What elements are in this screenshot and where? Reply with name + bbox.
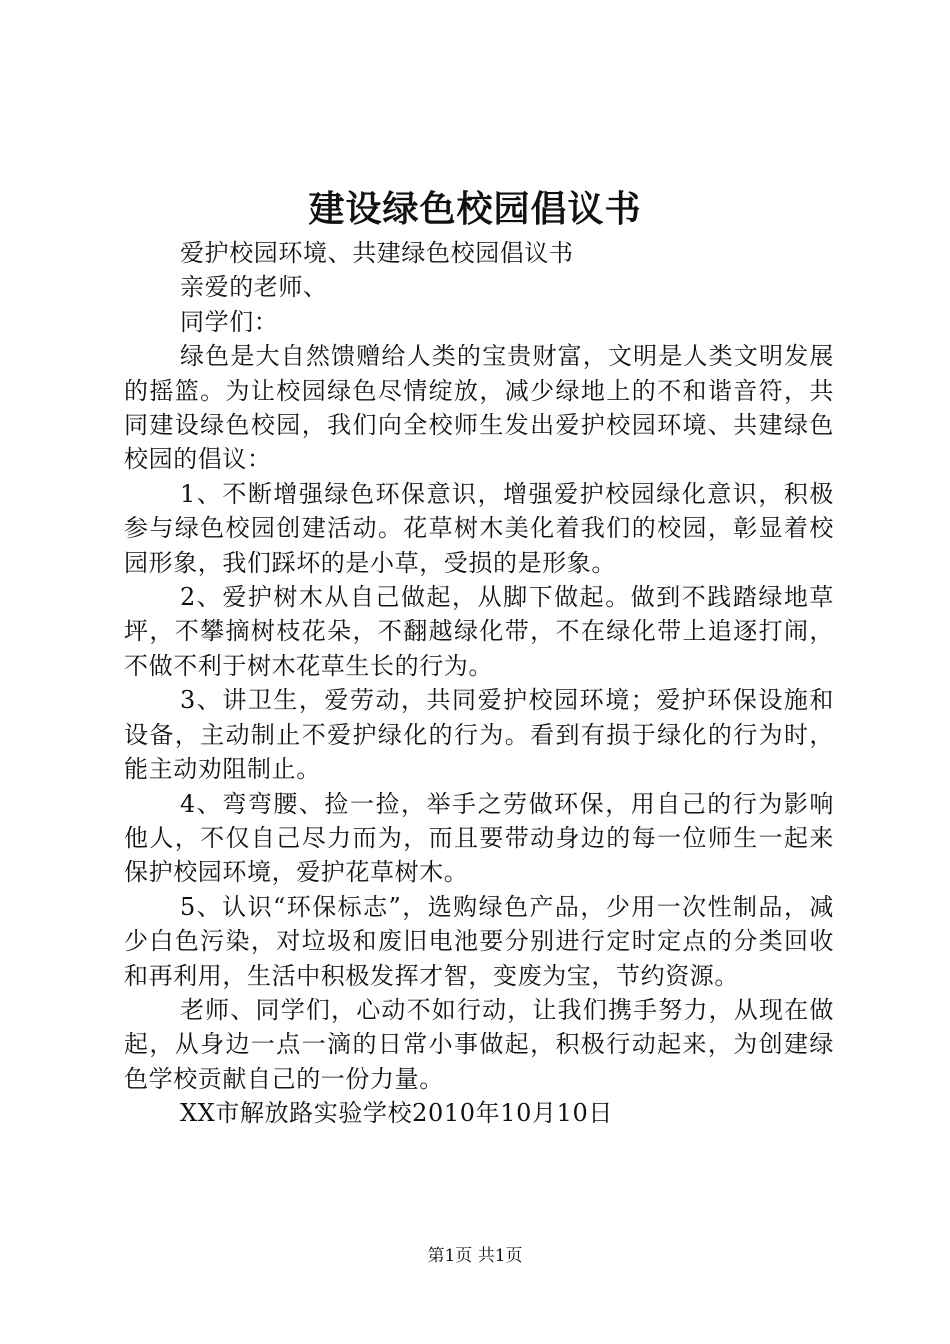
signature-line: XX市解放路实验学校2010年10月10日 — [180, 1099, 613, 1128]
closing-paragraph: 老师、同学们，心动不如行动，让我们携手努力，从现在做起，从身边一点一滴的日常小事做起，积极行动起来，为创建绿色学校贡献自己的一份力量。 — [124, 995, 834, 1093]
greeting-line-1: 亲爱的老师、 — [180, 273, 328, 302]
greeting-line-2: 同学们： — [180, 307, 279, 336]
page-number-footer: 第1页 共1页 — [427, 1246, 523, 1266]
document-body — [124, 236, 834, 1131]
proposal-item-5: 5、认识“环保标志”，选购绿色产品，少用一次性制品，减少白色污染，对垃圾和废旧电池要分别进行定时定点的分类回收和再利用，生活中积极发挥才智，变废为宝，节约资源。 — [124, 892, 834, 990]
document-title: 建设绿色校园倡议书 — [308, 188, 642, 230]
proposal-item-1: 1、不断增强绿色环保意识，增强爱护校园绿化意识，积极参与绿色校园创建活动。花草树木美化着我们的校园，彰显着校园形象，我们踩坏的是小草，受损的是形象。 — [124, 479, 834, 577]
proposal-item-2: 2、爱护树木从自己做起，从脚下做起。做到不践踏绿地草坪，不攀摘树枝花朵，不翻越绿化带，不在绿化带上追逐打闹，不做不利于树木花草生长的行为。 — [124, 583, 834, 680]
proposal-item-4: 4、弯弯腰、捡一捡，举手之劳做环保，用自己的行为影响他人，不仅自己尽力而为，而且要带动身边的每一位师生一起来保护校园环境，爱护花草树木。 — [124, 789, 834, 887]
document-subtitle: 爱护校园环境、共建绿色校园倡议书 — [180, 239, 574, 267]
intro-paragraph: 绿色是大自然馈赠给人类的宝贵财富，文明是人类文明发展的摇篮。为让校园绿色尽情绽放，减少绿地上的不和谐音符，共同建设绿色校园，我们向全校师生发出爱护校园环境、共建绿色校园的倡议： — [124, 342, 834, 474]
proposal-item-3: 3、讲卫生，爱劳动，共同爱护校园环境；爱护环保设施和设备，主动制止不爱护绿化的行为。看到有损于绿化的行为时，能主动劝阻制止。 — [124, 686, 834, 784]
